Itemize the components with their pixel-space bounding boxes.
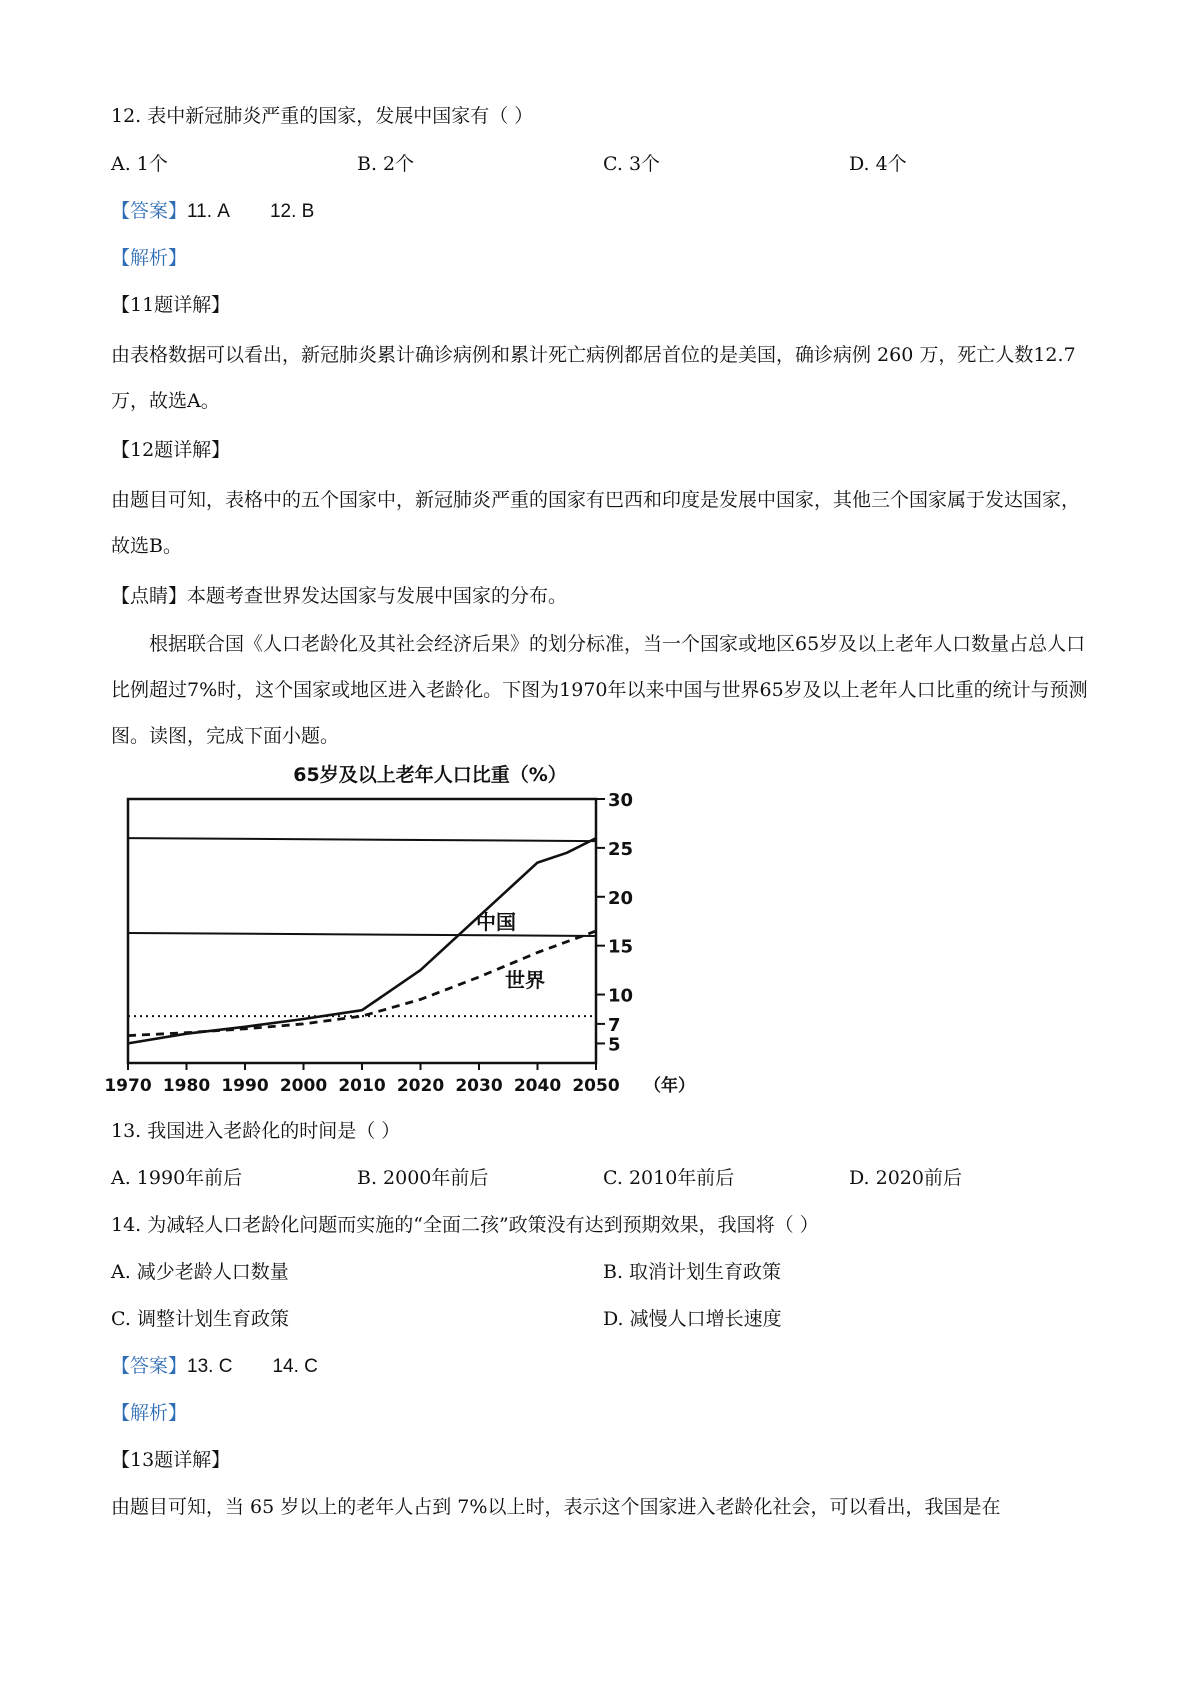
y-tick-label: 15 <box>608 936 634 958</box>
x-tick-label: 1970 <box>104 1076 152 1096</box>
answer-label: 【答案】 <box>111 1355 188 1377</box>
detail-12-heading: 【12题详解】 <box>111 439 231 461</box>
analysis-label: 【解析】 <box>111 1402 188 1424</box>
x-tick-label: 2050 <box>572 1076 620 1096</box>
q13-option-c: C. 2010年前后 <box>603 1167 735 1189</box>
answer-label: 【答案】 <box>111 200 188 222</box>
series-label-world: 世界 <box>505 968 545 992</box>
y-tick-label: 30 <box>608 790 634 811</box>
x-tick-label: 2040 <box>513 1076 562 1096</box>
aging-chart <box>100 755 700 1100</box>
analysis-label: 【解析】 <box>111 247 188 269</box>
q14-option-a: A. 减少老龄人口数量 <box>111 1261 289 1283</box>
series-label-china: 中国 <box>476 910 516 934</box>
q14-option-b: B. 取消计划生育政策 <box>603 1261 782 1283</box>
detail-13-text: 由题目可知，当 65 岁以上的老年人占到 7%以上时，表示这个国家进入老龄化社会，可以看出，我国是在 <box>111 1496 1001 1518</box>
q14-option-c: C. 调整计划生育政策 <box>111 1308 289 1330</box>
x-tick-label: 1990 <box>221 1076 269 1096</box>
y-tick-label: 5 <box>608 1034 621 1056</box>
answer-11: 11. A <box>187 201 230 222</box>
key-point: 【点睛】本题考查世界发达国家与发展中国家的分布。 <box>111 585 568 607</box>
detail-11-text: 由表格数据可以看出，新冠肺炎累计确诊病例和累计死亡病例都居首位的是美国，确诊病例 260 万，死亡人数12.7万，故选A。 <box>111 344 1076 412</box>
q12-stem: 12. 表中新冠肺炎严重的国家，发展中国家有（ ） <box>111 105 534 127</box>
y-tick-label: 7 <box>608 1014 621 1036</box>
y-tick-label: 10 <box>608 985 634 1007</box>
reference-line <box>128 933 596 936</box>
answer-row-1 <box>111 198 314 225</box>
x-tick-label: 2010 <box>338 1076 386 1096</box>
q14-option-d: D. 减慢人口增长速度 <box>603 1308 782 1330</box>
y-tick-label: 20 <box>608 887 634 909</box>
chart-title: 65岁及以上老年人口比重（%） <box>293 764 567 786</box>
x-tick-label: 1980 <box>162 1076 211 1096</box>
series-line-china <box>128 838 596 1043</box>
answer-row-2 <box>111 1353 318 1380</box>
x-axis-label: （年） <box>644 1076 695 1096</box>
q13-option-b: B. 2000年前后 <box>357 1167 489 1189</box>
intro-paragraph: 根据联合国《人口老龄化及其社会经济后果》的划分标准，当一个国家或地区65岁及以上老年人口数量占总人口比例超过7%时，这个国家或地区进入老龄化。下图为1970年以来中国与世界65岁及以上老年人口比重的统计与预测图。读图，完成下面小题。 <box>111 633 1088 747</box>
q12-option-b: B. 2个 <box>357 153 415 175</box>
y-tick-label: 25 <box>608 838 634 860</box>
detail-13-heading: 【13题详解】 <box>111 1449 231 1471</box>
x-tick-label: 2000 <box>279 1076 328 1096</box>
detail-12-text: 由题目可知，表格中的五个国家中，新冠肺炎严重的国家有巴西和印度是发展中国家，其他三个国家属于发达国家，故选B。 <box>111 489 1081 557</box>
x-tick-label: 2030 <box>455 1076 503 1096</box>
q13-stem: 13. 我国进入老龄化的时间是（ ） <box>111 1120 401 1142</box>
answer-12: 12. B <box>269 201 315 222</box>
answer-14: 14. C <box>272 1356 318 1377</box>
answer-13: 13. C <box>187 1356 233 1377</box>
q13-option-d: D. 2020前后 <box>849 1167 962 1189</box>
q13-option-a: A. 1990年前后 <box>111 1167 243 1189</box>
reference-line <box>128 838 596 841</box>
q12-option-d: D. 4个 <box>849 153 907 175</box>
x-tick-label: 2020 <box>396 1076 445 1096</box>
q12-option-c: C. 3个 <box>603 153 661 175</box>
q14-stem: 14. 为减轻人口老龄化问题而实施的“全面二孩”政策没有达到预期效果，我国将（ ） <box>111 1214 819 1236</box>
detail-11-heading: 【11题详解】 <box>111 294 231 316</box>
q12-option-a: A. 1个 <box>111 153 168 175</box>
